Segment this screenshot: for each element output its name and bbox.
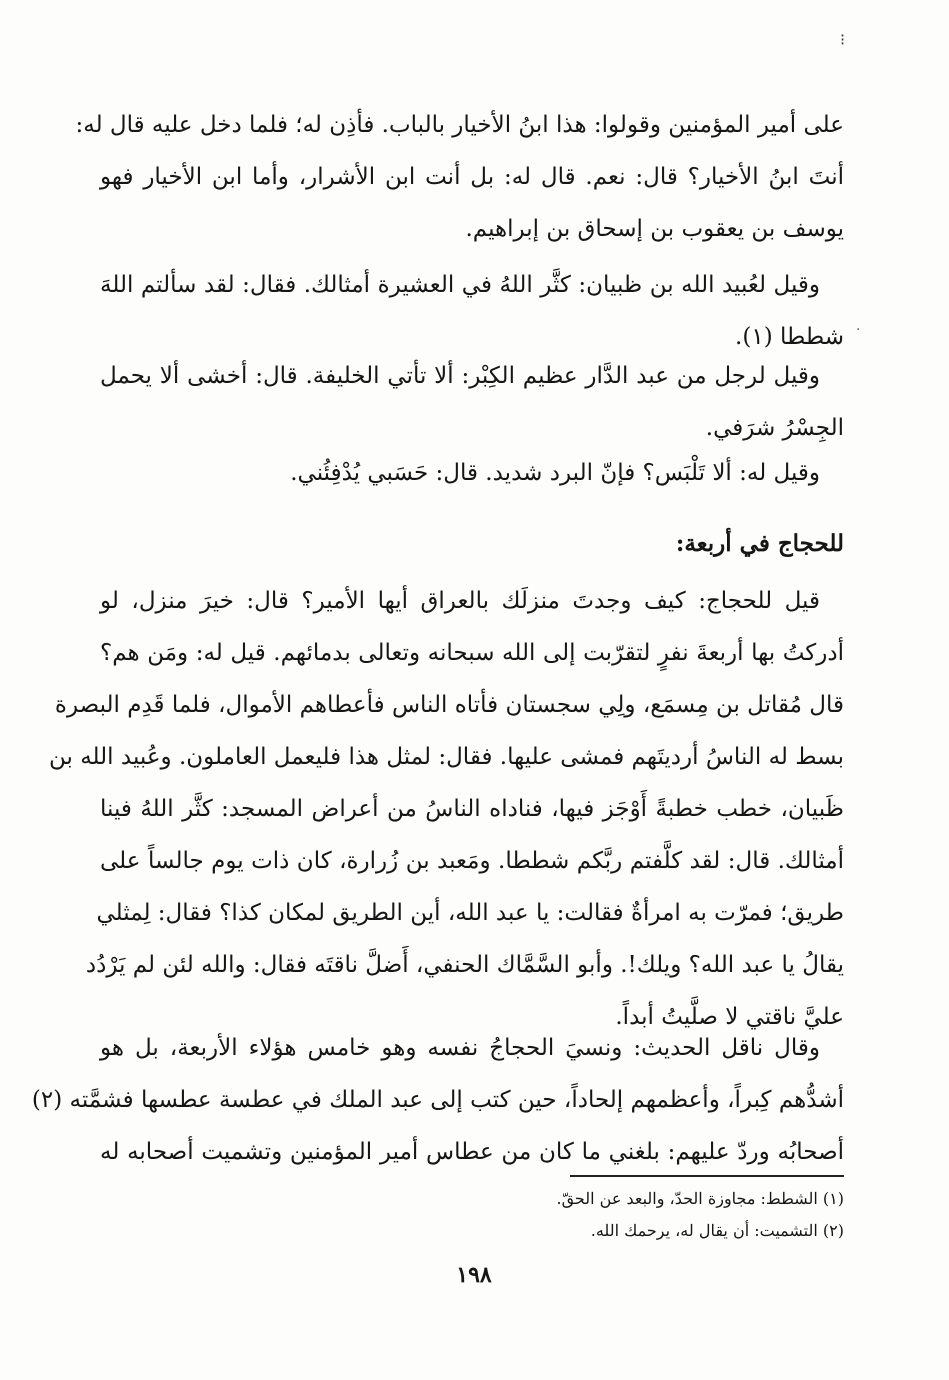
page-number: ١٩٨ [456, 1262, 492, 1288]
text-line: عليَّ ناقتي لا صلَّيتُ أبداً. [615, 1004, 844, 1030]
text-line: يقالُ يا عبد الله؟ ويلك!. وأبو السَّمَّاك الحنفي، أَضلَّ ناقتَه فقال: والله لئن لم يَرْدُد [85, 952, 844, 978]
text-line: الجِسْرُ شرَفي. [705, 415, 844, 441]
text-line: أمثالك. قال: لقد كلَّفتم ربَّكم شططا. ومَعبد بن زُرارة، كان ذات يوم جالساً على [100, 848, 844, 874]
paragraph-abd-al-dar [100, 350, 844, 454]
paragraph-narrator [31, 1022, 844, 1178]
text-line: قال مُقاتل بن مِسمَع، ولِي سجستان فأتاه الناس فأعطاهم الأموال، فلما قَدِم البصرة [54, 692, 844, 718]
text-line: أنتَ ابنُ الأخيار؟ قال: نعم. قال له: بل أنت ابن الأشرار، وأما ابن الأخيار فهو [100, 164, 844, 190]
text-line: بسط له الناسُ أرديتَهم فمشى عليها. فقال: لمثل هذا فليعمل العاملون. وعُبيد الله بن [49, 744, 844, 770]
text-line: أصحابُه وردّ عليهم: بلغني ما كان من عطاس أمير المؤمنين وتشميت أصحابه له [100, 1139, 844, 1165]
text-line: أشدُّهم كِبراً، وأعظمهم إلحاداً، حين كتب إلى عبد الملك في عطسة عطسها فشمَّته (٢) [31, 1087, 844, 1113]
text-line: أدركتُ بها أربعةَ نفرٍ لتقرّبت إلى الله سبحانه وتعالى بدمائهم. قيل له: ومَن هم؟ [100, 640, 844, 666]
text-line: وقيل له: ألا تَلْبَس؟ فإنّ البرد شديد. قال: حَسَبي يُدْفِئُني. [290, 460, 820, 486]
paragraph-hajjaj [49, 575, 844, 1043]
scan-speck: · [856, 322, 861, 338]
footnote-divider [570, 1175, 844, 1177]
text-line: وقال ناقل الحديث: ونسيَ الحجاجُ نفسه وهو خامس هؤلاء الأربعة، بل هو [100, 1035, 820, 1061]
text-line: قيل للحجاج: كيف وجدتَ منزلَك بالعراق أيها الأمير؟ قال: خيرَ منزل، لو [100, 588, 820, 614]
scan-speck: ⁝ [840, 30, 846, 49]
text-line: يوسف بن يعقوب بن إسحاق بن إبراهيم. [465, 216, 844, 242]
section-heading: للحجاج في أربعة: [675, 530, 844, 557]
text-line: وقيل لعُبيد الله بن ظبيان: كثَّر اللهُ في العشيرة أمثالك. فقال: لقد سألتم اللهَ [100, 272, 820, 298]
text-line: على أمير المؤمنين وقولوا: هذا ابنُ الأخيار بالباب. فأذِن له؛ فلما دخل عليه قال له: [75, 112, 844, 138]
text-line: طريق؛ فمرّت به امرأةٌ فقالت: يا عبد الله، أين الطريق لمكان كذا؟ فقال: لِمثلي [96, 900, 844, 926]
footnotes [300, 1183, 844, 1247]
text-line: ظَبيان، خطب خطبةً أَوْجَز فيها، فناداه الناسُ من أعراض المسجد: كثَّر اللهُ فينا [100, 796, 844, 822]
text-line: شططا (١). [735, 324, 844, 350]
footnote-1: (١) الشطط: مجاوزة الحدّ، والبعد عن الحقّ. [556, 1189, 844, 1208]
paragraph-cold [100, 447, 844, 499]
footnote-2: (٢) التشميت: أن يقال له، يرحمك الله. [590, 1221, 844, 1240]
paragraph-ubaydullah [100, 259, 844, 363]
text-line: وقيل لرجل من عبد الدَّار عظيم الكِبْر: ألا تأتي الخليفة. قال: أخشى ألا يحمل [100, 363, 820, 389]
paragraph-ibn-al-akhyar [75, 99, 844, 255]
